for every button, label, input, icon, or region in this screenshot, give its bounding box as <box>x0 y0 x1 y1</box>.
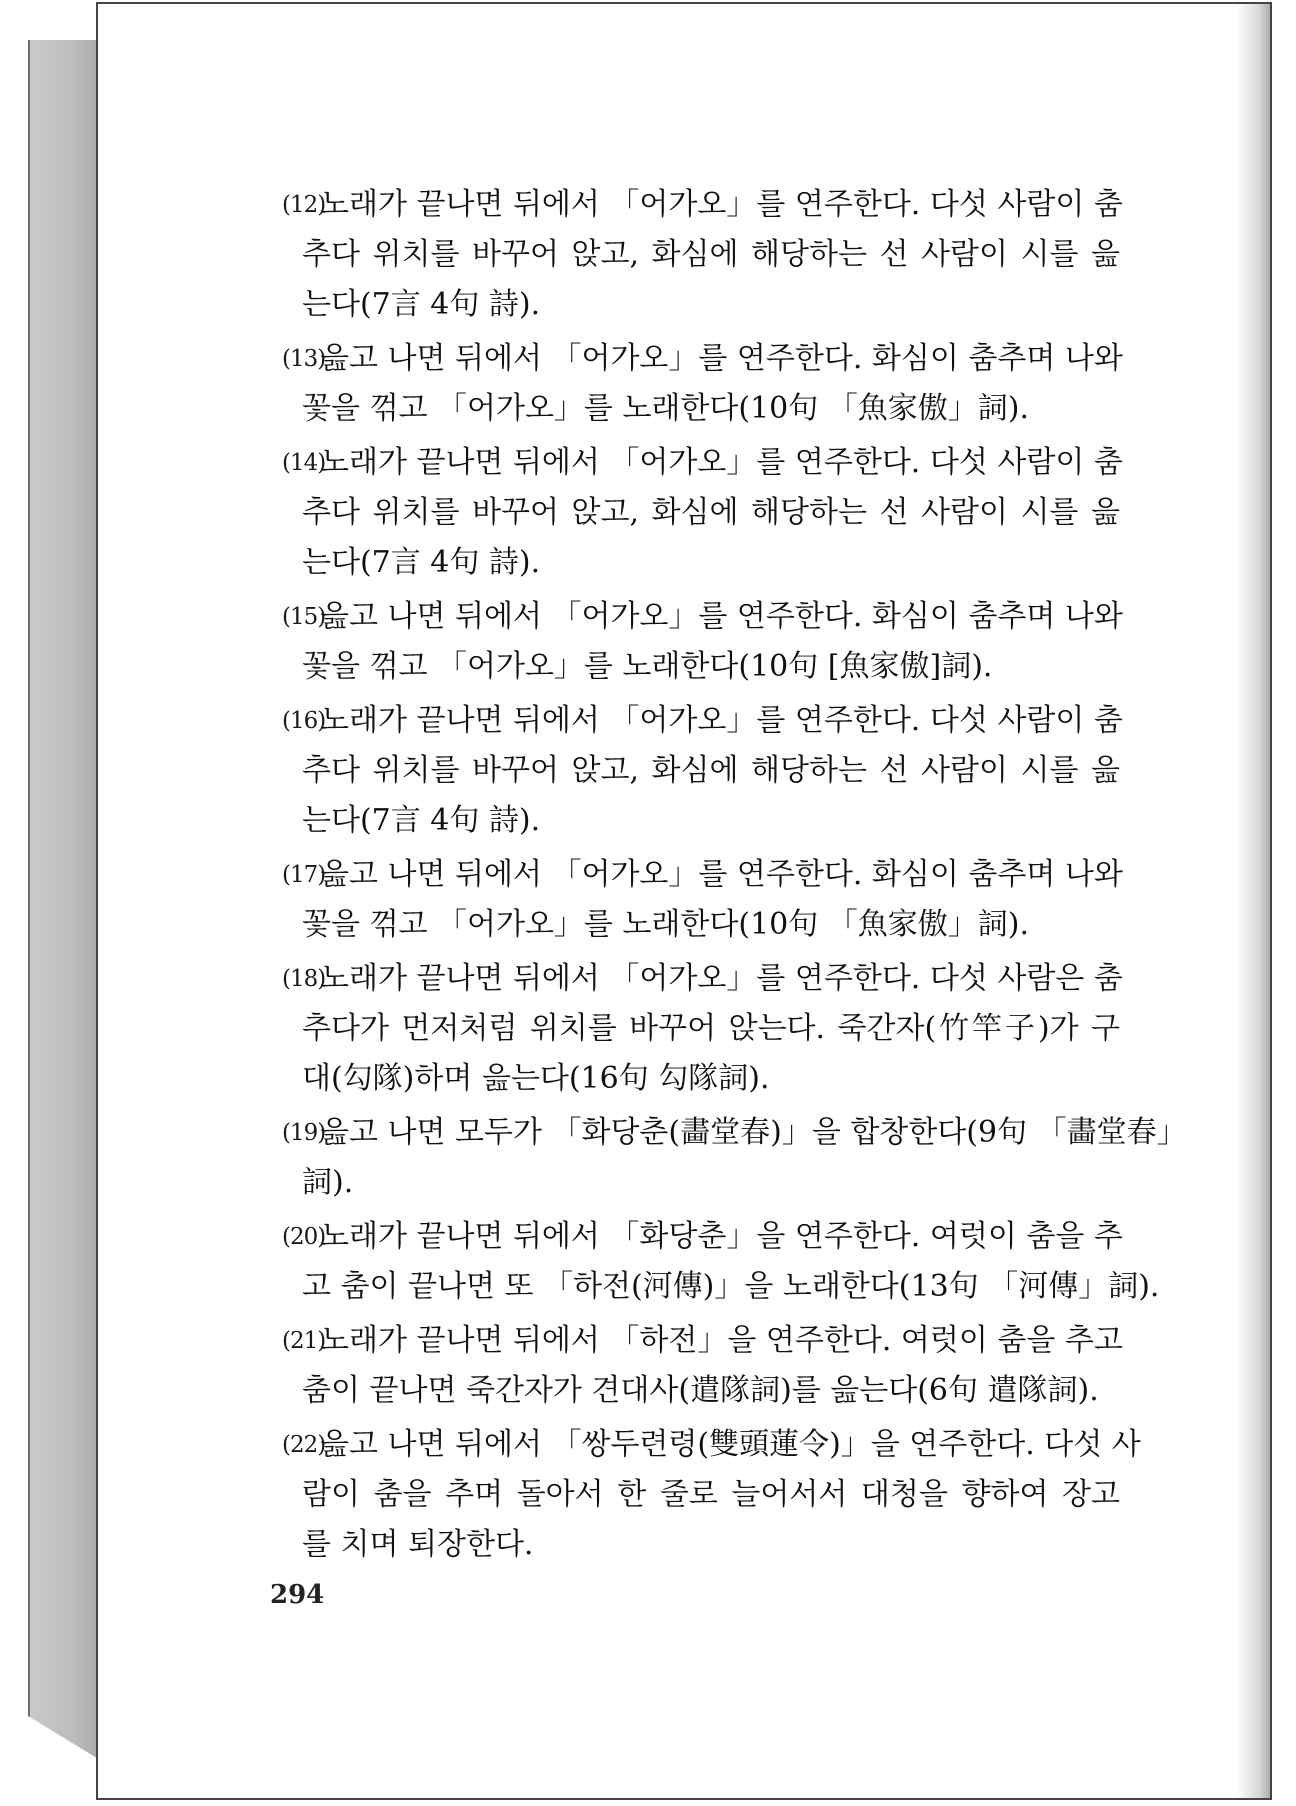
text-line: 추다 위치를 바꾸어 앉고, 화심에 해당하는 선 사람이 시를 읊 <box>302 495 1120 530</box>
list-item <box>282 1108 1187 1208</box>
text-line: 읊고 나면 뒤에서 「어가오」를 연주한다. 화심이 춤추며 나와 <box>320 857 1123 892</box>
list-item <box>282 1420 1141 1570</box>
text-line: 노래가 끝나면 뒤에서 「어가오」를 연주한다. 다섯 사람은 춤 <box>320 961 1123 996</box>
text-line: 는다(7言 4句 詩). <box>302 803 541 838</box>
text-line: 읊고 나면 뒤에서 「어가오」를 연주한다. 화심이 춤추며 나와 <box>320 599 1123 634</box>
list-item <box>282 1316 1123 1416</box>
text-line: 꽃을 꺾고 「어가오」를 노래한다(10句 [魚家傲]詞). <box>302 649 993 684</box>
list-item <box>282 334 1123 434</box>
list-item <box>282 954 1123 1104</box>
page-number: 294 <box>270 1580 325 1610</box>
text-line: 읊고 나면 뒤에서 「쌍두련령(雙頭蓮令)」을 연주한다. 다섯 사 <box>320 1427 1141 1462</box>
text-line: 는다(7言 4句 詩). <box>302 545 541 580</box>
book-spine <box>28 40 100 1760</box>
text-line: 노래가 끝나면 뒤에서 「어가오」를 연주한다. 다섯 사람이 춤 <box>320 703 1123 738</box>
list-item <box>282 592 1123 692</box>
text-line: 노래가 끝나면 뒤에서 「하전」을 연주한다. 여럿이 춤을 추고 <box>320 1323 1123 1358</box>
text-line: 는다(7言 4句 詩). <box>302 287 541 322</box>
item-number: (19) <box>282 1120 326 1146</box>
item-number: (21) <box>282 1328 326 1354</box>
item-number: (20) <box>282 1224 326 1250</box>
item-number: (13) <box>282 346 326 372</box>
item-number: (18) <box>282 966 326 992</box>
text-line: 꽃을 꺾고 「어가오」를 노래한다(10句 「魚家傲」詞). <box>302 907 1030 942</box>
text-line: 추다가 먼저처럼 위치를 바꾸어 앉는다. 죽간자(竹竿子)가 구 <box>302 1011 1120 1046</box>
page-body-text <box>282 180 1187 1574</box>
page-edge-shadow <box>1236 4 1270 1798</box>
text-line: 읊고 나면 뒤에서 「어가오」를 연주한다. 화심이 춤추며 나와 <box>320 341 1123 376</box>
list-item <box>282 180 1123 330</box>
text-line: 추다 위치를 바꾸어 앉고, 화심에 해당하는 선 사람이 시를 읊 <box>302 753 1120 788</box>
list-item <box>282 696 1123 846</box>
text-line: 노래가 끝나면 뒤에서 「화당춘」을 연주한다. 여럿이 춤을 추 <box>320 1219 1123 1254</box>
item-number: (14) <box>282 450 326 476</box>
text-line: 꽃을 꺾고 「어가오」를 노래한다(10句 「魚家傲」詞). <box>302 391 1030 426</box>
text-line: 읊고 나면 모두가 「화당춘(畵堂春)」을 합창한다(9句 「畵堂春」 <box>320 1115 1187 1150</box>
list-item <box>282 850 1123 950</box>
item-number: (22) <box>282 1432 326 1458</box>
text-line: 고 춤이 끝나면 또 「하전(河傳)」을 노래한다(13句 「河傳」詞). <box>302 1269 1160 1304</box>
item-number: (15) <box>282 604 326 630</box>
item-number: (16) <box>282 708 326 734</box>
list-item <box>282 438 1123 588</box>
text-line: 람이 춤을 추며 돌아서 한 줄로 늘어서서 대청을 향하여 장고 <box>302 1477 1120 1512</box>
list-item <box>282 1212 1160 1312</box>
text-line: 詞). <box>302 1165 354 1200</box>
item-number: (17) <box>282 862 326 888</box>
text-line: 노래가 끝나면 뒤에서 「어가오」를 연주한다. 다섯 사람이 춤 <box>320 445 1123 480</box>
text-line: 춤이 끝나면 죽간자가 견대사(遣隊詞)를 읊는다(6句 遣隊詞). <box>302 1373 1099 1408</box>
text-line: 를 치며 퇴장한다. <box>302 1527 534 1562</box>
text-line: 대(勾隊)하며 읊는다(16句 勾隊詞). <box>302 1061 770 1096</box>
item-number: (12) <box>282 192 326 218</box>
text-line: 노래가 끝나면 뒤에서 「어가오」를 연주한다. 다섯 사람이 춤 <box>320 187 1123 222</box>
text-line: 추다 위치를 바꾸어 앉고, 화심에 해당하는 선 사람이 시를 읊 <box>302 237 1120 272</box>
